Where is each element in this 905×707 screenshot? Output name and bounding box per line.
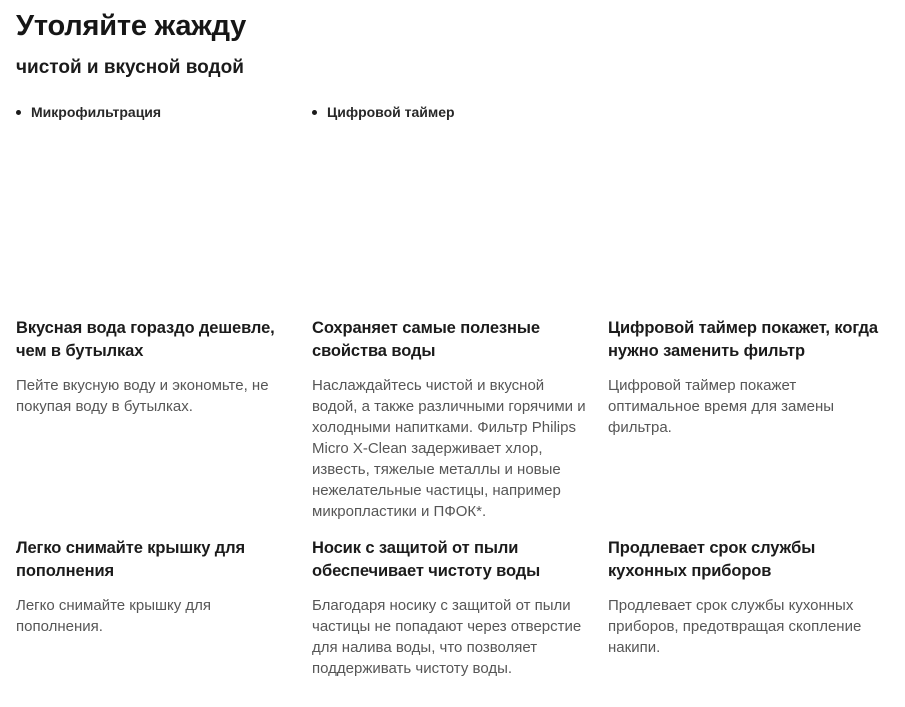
- highlight-label: Микрофильтрация: [31, 104, 162, 121]
- feature-card-easy-lid-removal: [16, 537, 295, 679]
- highlight-label: Цифровой таймер: [327, 104, 455, 121]
- feature-description: Цифровой таймер покажет оптимальное время для замены фильтра.: [608, 377, 835, 437]
- feature-title: Продлевает срок службы кухонных приборов: [608, 539, 816, 581]
- feature-card-digital-timer: [608, 317, 887, 522]
- feature-description: Легко снимайте крышку для пополнения.: [16, 597, 212, 636]
- feature-title: Вкусная вода гораздо дешевле, чем в бутылках: [16, 319, 275, 361]
- feature-card-preserves-water-properties: [312, 317, 591, 522]
- feature-title: Сохраняет самые полезные свойства воды: [312, 319, 540, 361]
- feature-title: Легко снимайте крышку для пополнения: [16, 539, 246, 581]
- feature-description: Благодаря носику с защитой от пыли частицы не попадают через отверстие для налива воды, что позволяет поддерживать чистоту воды.: [312, 597, 582, 678]
- feature-title: Носик с защитой от пыли обеспечивает чистоту воды: [312, 539, 541, 581]
- feature-description: Пейте вкусную воду и экономьте, не покупая воду в бутылках.: [16, 377, 269, 416]
- feature-card-cheaper-than-bottles: [16, 317, 295, 522]
- bullet-icon: [312, 110, 317, 115]
- highlight-list: [16, 104, 887, 121]
- image-placeholder-area: [16, 121, 887, 317]
- page-title: Утоляйте жажду: [16, 10, 247, 42]
- feature-description: Наслаждайтесь чистой и вкусной водой, а также различными горячими и холодными напитками. Фильтр Philips Micro X-Clean задерживает хлор, известь, тяжелые металлы и новые нежелательные частицы, например микропластики и ПФОК*.: [312, 377, 586, 521]
- feature-description: Продлевает срок службы кухонных приборов, предотвращая скопление накипи.: [608, 597, 862, 657]
- page-subtitle: чистой и вкусной водой: [16, 57, 244, 79]
- highlight-item-digital-timer: [312, 104, 591, 121]
- bullet-icon: [16, 110, 21, 115]
- feature-card-extends-appliance-life: [608, 537, 887, 679]
- highlight-item-microfiltration: [16, 104, 295, 121]
- feature-grid: [16, 317, 887, 679]
- feature-card-dust-protected-spout: [312, 537, 591, 679]
- feature-title: Цифровой таймер покажет, когда нужно заменить фильтр: [608, 319, 878, 361]
